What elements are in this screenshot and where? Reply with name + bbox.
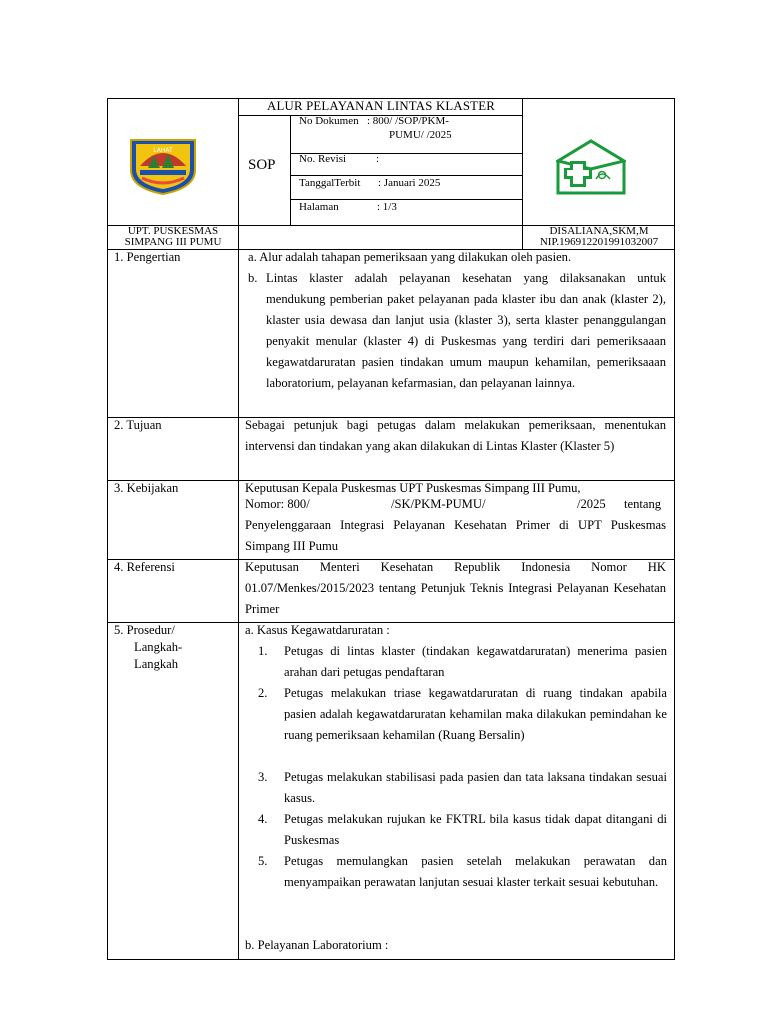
pengertian-item-a: a. Alur adalah tahapan pemeriksaan yang dilakukan oleh pasien. — [248, 250, 572, 264]
step-2-number: 2. — [258, 686, 268, 700]
meta-row-line-2 — [290, 175, 523, 176]
prosedur-heading-b: b. Pelayanan Laboratorium : — [245, 938, 389, 952]
prosedur-label-1: 5. Prosedur/ — [114, 623, 175, 637]
org-name-line2: SIMPANG III PUMU — [124, 236, 222, 248]
step-2-text: Petugas melakukan triase kegawatdaruratan di ruang tindakan apabila pasien adalah kegawatdaruratan kehamilan maka dilakukan pemindahan ke ruang pemeriksaan kehamilan (Ruang Bersalin) — [284, 686, 667, 742]
step-3-number: 3. — [258, 770, 268, 784]
no-dokumen-label: No Dokumen — [299, 115, 359, 127]
step-1-text: Petugas di lintas klaster (tindakan kegawatdaruratan) menerima pasien arahan dari petugas pendaftaran — [284, 644, 667, 679]
sop-label: SOP — [248, 157, 276, 173]
org-name-line1: UPT. PUSKESMAS — [127, 225, 219, 237]
step-5-number: 5. — [258, 854, 268, 868]
pengertian-item-b: Lintas klaster adalah pelayanan kesehatan yang dilaksanakan untuk mendukung pemberian paket pelayanan pada klaster ibu dan anak (klaster 2), klaster usia dewasa dan lanjut usia (klaster 3), serta klaster penanggulangan penyakit menular (klaster 4) di Puskesmas yang terdiri dari pemeriksaaan kegawatdaruratan pasien tindakan umum maupun kehamilan, pemeriksaaan laboratorium, pelayanan kefarmasian, dan pelayanan lainnya. — [266, 271, 666, 390]
halaman-label: Halaman — [299, 201, 339, 213]
puskesmas-logo — [556, 139, 626, 195]
step-1-number: 1. — [258, 644, 268, 658]
signer-nip: NIP.196912201991032007 — [539, 236, 659, 248]
pengertian-label: 1. Pengertian — [114, 250, 181, 264]
kebijakan-label: 3. Kebijakan — [114, 481, 179, 495]
meta-row-line-3 — [290, 199, 523, 200]
step-5-text: Petugas memulangkan pasien setelah melakukan perawatan dan menyampaikan perawatan lanjutan sesuai klaster terkait sesuai kebutuhan. — [284, 854, 667, 889]
kebijakan-line1: Keputusan Kepala Puskesmas UPT Puskesmas Simpang III Pumu, — [245, 481, 581, 495]
no-dokumen-value: : 800/ /SOP/PKM- — [367, 115, 449, 127]
sop-divider — [290, 115, 291, 225]
kebijakan-nomor-d: tentang — [624, 497, 662, 511]
pengertian-item-b-marker: b. — [248, 271, 258, 285]
no-revisi-value: : — [376, 153, 380, 165]
tujuan-label: 2. Tujuan — [114, 418, 162, 432]
regency-logo-text: LAHAT — [153, 147, 173, 154]
kebijakan-nomor-a: Nomor: 800/ — [245, 497, 310, 511]
section-line-prosedur — [107, 622, 675, 623]
regency-logo — [128, 136, 198, 196]
prosedur-label-3: Langkah — [134, 657, 179, 671]
kebijakan-nomor-b: /SK/PKM-PUMU/ — [391, 497, 486, 511]
tujuan-text: Sebagai petunjuk bagi petugas dalam melakukan pemeriksaan, menentukan intervensi dan tindakan yang akan dilakukan di Lintas Klaster (Klaster 5) — [245, 418, 666, 453]
header-divider-left — [238, 98, 239, 960]
prosedur-heading-a: a. Kasus Kegawatdaruratan : — [245, 623, 390, 637]
no-revisi-label: No. Revisi — [299, 153, 347, 165]
halaman-value: : 1/3 — [377, 201, 397, 213]
step-3-text: Petugas melakukan stabilisasi pada pasien dan tata laksana tindakan sesuai kasus. — [284, 770, 667, 805]
step-4-text: Petugas melakukan rujukan ke FKTRL bila kasus tidak dapat ditangani di Puskesmas — [284, 812, 667, 847]
referensi-text: Keputusan Menteri Kesehatan Republik Indonesia Nomor HK 01.07/Menkes/2015/2023 tentang Petunjuk Teknis Integrasi Pelayanan Kesehatan Primer — [245, 560, 666, 616]
prosedur-label-2: Langkah- — [134, 640, 183, 654]
no-dokumen-value-2: PUMU/ /2025 — [389, 129, 452, 141]
kebijakan-nomor-c: /2025 — [577, 497, 606, 511]
step-4-number: 4. — [258, 812, 268, 826]
table-border-bottom — [107, 959, 675, 960]
tanggal-terbit-label: TanggalTerbit — [299, 177, 361, 189]
signer-name: DISALIANA,SKM,M — [549, 225, 649, 237]
tanggal-terbit-value: : Januari 2025 — [378, 177, 441, 189]
document-title: ALUR PELAYANAN LINTAS KLASTER — [267, 99, 495, 113]
referensi-label: 4. Referensi — [114, 560, 175, 574]
kebijakan-rest: Penyelenggaraan Integrasi Pelayanan Kesehatan Primer di UPT Puskesmas Simpang III Pumu — [245, 518, 666, 553]
